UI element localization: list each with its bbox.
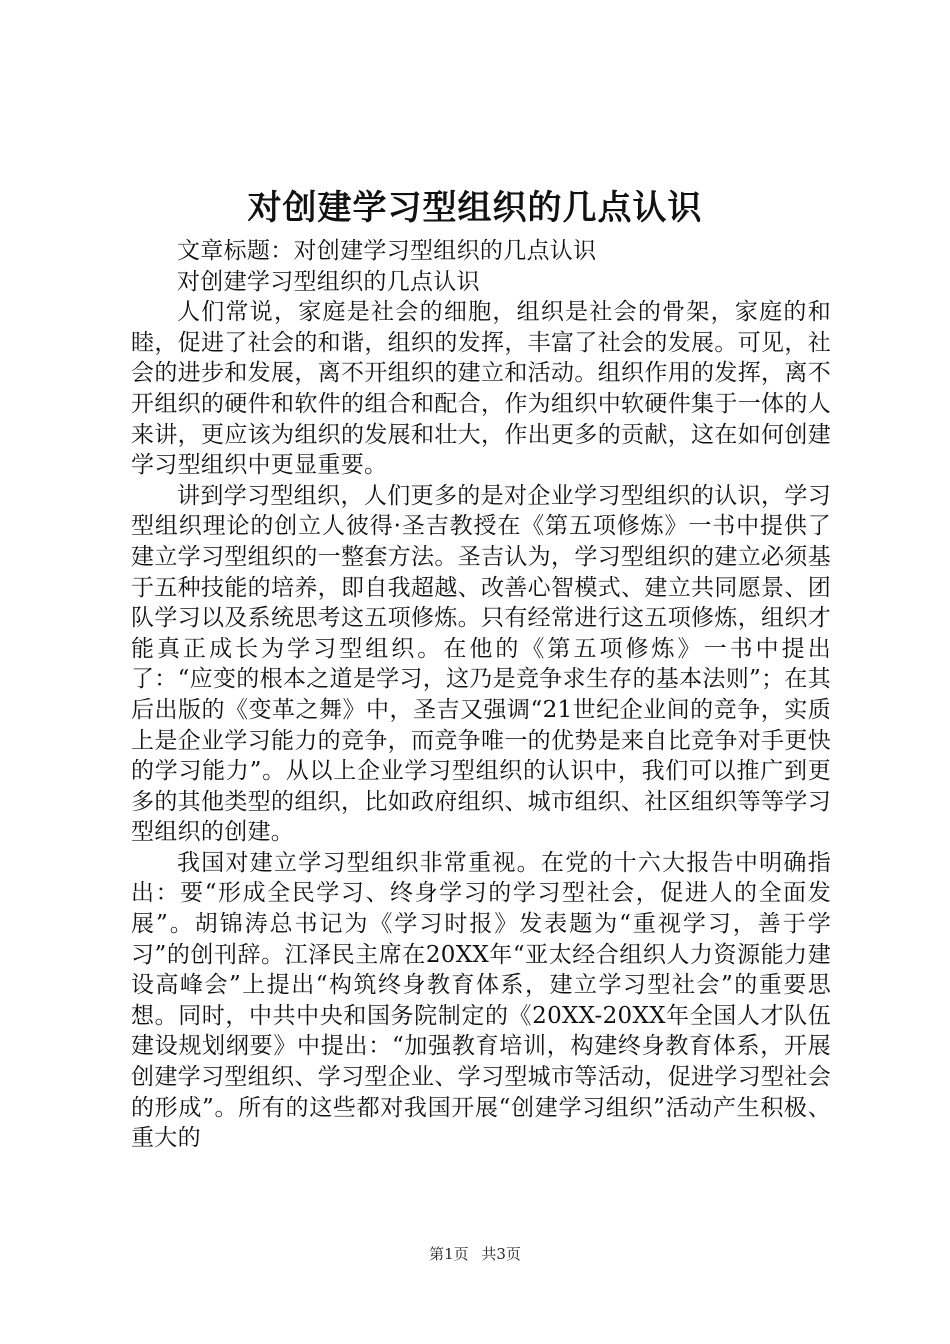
body-paragraph: 讲到学习型组织，人们更多的是对企业学习型组织的认识，学习型组织理论的创立人彼得·圣吉教授在《第五项修炼》一书中提供了建立学习型组织的一整套方法。圣吉认为，学习型组织的建立必须基于五种技能的培养，即自我超越、改善心智模式、建立共同愿景、团队学习以及系统思考这五项修炼。只有经常进行这五项修炼，组织才能真正成长为学习型组织。在他的《第五项修炼》一书中提出了：“应变的根本之道是学习，这乃是竞争求生存的基本法则”；在其后出版的《变革之舞》中，圣吉又强调“21世纪企业间的竞争，实质上是企业学习能力的竞争，而竞争唯一的优势是来自比竞争对手更快的学习能力”。从以上企业学习型组织的认识中，我们可以推广到更多的其他类型的组织，比如政府组织、城市组织、社区组织等等学习型组织的创建。 xyxy=(131,482,831,846)
page-number: 第1页 xyxy=(429,1245,469,1263)
body-paragraph: 我国对建立学习型组织非常重视。在党的十六大报告中明确指出：要“形成全民学习、终身学习的学习型社会，促进人的全面发展”。胡锦涛总书记为《学习时报》发表题为“重视学习，善于学习”的创刊辞。江泽民主席在20XX年“亚太经合组织人力资源能力建设高峰会”上提出“构筑终身教育体系，建立学习型社会”的重要思想。同时，中共中央和国务院制定的《20XX-20XX年全国人才队伍建设规划纲要》中提出：“加强教育培训，构建终身教育体系，开展创建学习型组织、学习型企业、学习型城市等活动，促进学习型社会的形成”。所有的这些都对我国开展“创建学习组织”活动产生积极、重大的 xyxy=(131,849,831,1152)
page-footer xyxy=(0,1244,950,1264)
subtitle-line: 对创建学习型组织的几点认识 xyxy=(177,268,480,295)
body-paragraph: 人们常说，家庭是社会的细胞，组织是社会的骨架，家庭的和睦，促进了社会的和谐，组织的发挥，丰富了社会的发展。可见，社会的进步和发展，离不开组织的建立和活动。组织作用的发挥，离不开组织的硬件和软件的组合和配合，作为组织中软硬件集于一体的人来讲，更应该为组织的发展和壮大，作出更多的贡献，这在如何创建学习型组织中更显重要。 xyxy=(131,299,831,479)
article-title-line: 文章标题：对创建学习型组织的几点认识 xyxy=(177,238,597,264)
page-total: 共3页 xyxy=(481,1245,521,1263)
document-body xyxy=(131,236,831,1154)
document-title: 对创建学习型组织的几点认识 xyxy=(247,188,703,228)
